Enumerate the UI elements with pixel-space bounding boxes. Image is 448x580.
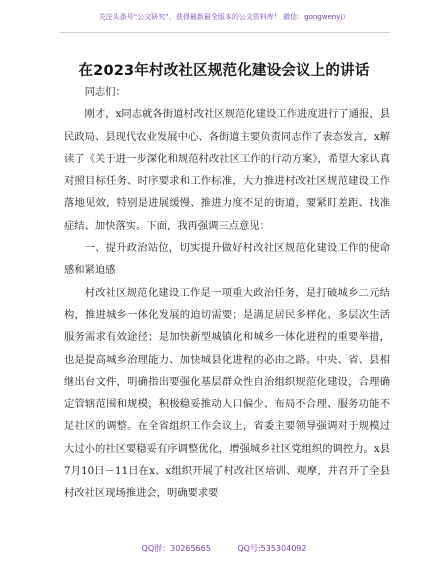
header-note: 关注头条号“公文研究”，获得最新最全版本的公文资料库！ 微信：gongwenyj） xyxy=(98,13,350,21)
paragraph: 村改社区规范化建设工作是一项重大政治任务，是打破城乡二元结构，推进城乡一体化发展的迫切需要；是满足居民多样化、多层次生活服务需求有效途径；是加快新型城镇化和城乡一体化进程的重要举措，也是提高城乡治理能力、加快城县化进程的必由之路。中央、省、县相继出台文件，明确指出要强化基层群众性自治组织规范化建设，合理确定管辖范围和规模，积极稳妥推动人口偏少、布局不合理、服务功能不足社区的调整。在全省组织工作会议上，省委主要领导强调对于规模过大过小的社区要稳妥有序调整优化，增强城乡社区党组织的调控力。x县7月10日－11日在x、x组织开展了村改社区培训、观摩，并召开了全县村改社区现场推进会，明确要求要 xyxy=(64,286,390,500)
section-heading: 一、提升政治站位，切实提升做好村改社区规范化建设工作的使命感和紧迫感 xyxy=(64,242,390,277)
salutation: 同志们： xyxy=(84,86,126,98)
footer-note xyxy=(0,543,448,554)
paragraph: 刚才，x同志就各街道村改社区规范化建设工作进度进行了通报，县民政局、县现代农业发展中心、各街道主要负责同志作了表态发言，x解读了《关于进一步深化和规范村改社区工作的行动方案》，希望大家认真对照目标任务、时序要求和工作标准，大力推进村改社区规范建设工作落地见效，特别是进展缓慢、推进力度不足的街道，要紧盯差距、找准症结、加快落实。下面，我再强调三点意见： xyxy=(64,108,390,232)
header-divider xyxy=(60,32,390,33)
qq-number-text: QQ号:535304092 xyxy=(237,544,307,553)
document-body xyxy=(64,81,390,505)
qq-group-text: QQ群：30265665 xyxy=(141,544,211,553)
document-title: 在2023年村改社区规范化建设会议上的讲话 xyxy=(78,63,370,79)
